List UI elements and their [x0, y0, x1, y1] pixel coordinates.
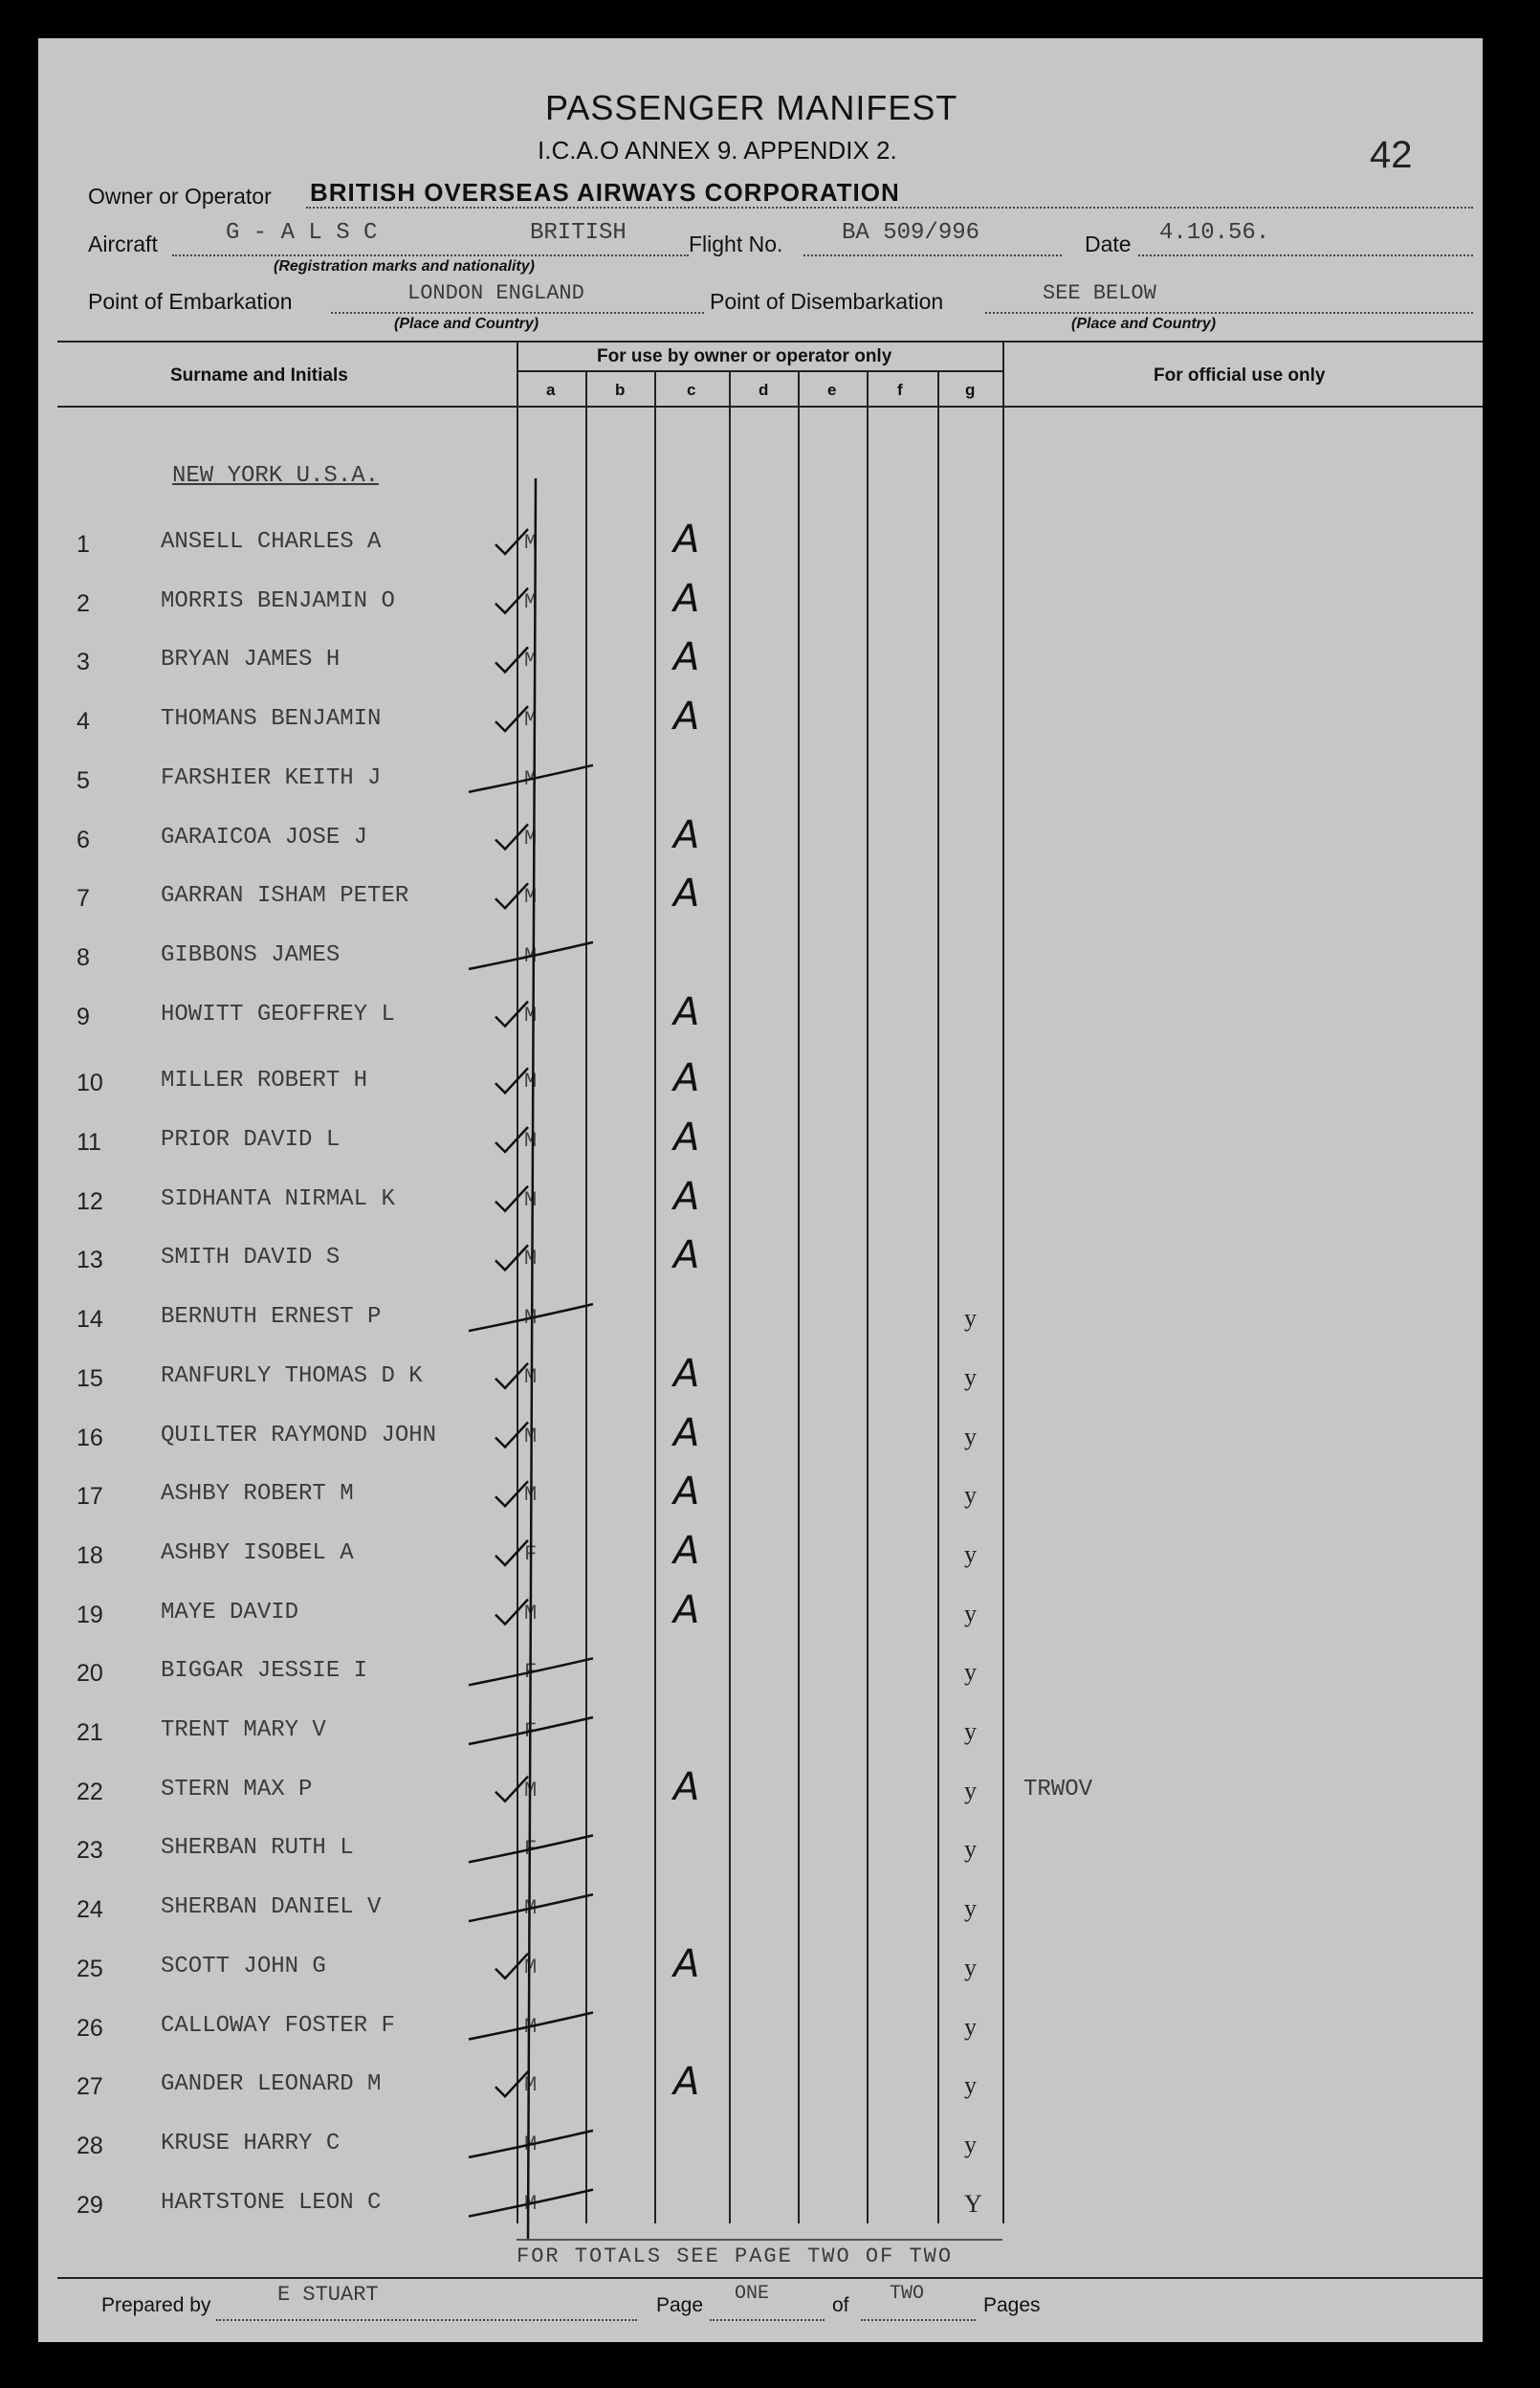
passenger-sex: M	[524, 1003, 538, 1028]
passenger-name: STERN MAX P	[161, 1776, 313, 1802]
row-number: 15	[77, 1364, 103, 1392]
column-c-mark: A	[673, 812, 700, 857]
column-c-mark: A	[673, 635, 700, 680]
col-header-official: For official use only	[1154, 365, 1326, 386]
embark-value: LONDON ENGLAND	[407, 281, 584, 305]
passenger-name: MILLER ROBERT H	[161, 1068, 368, 1094]
row-number: 7	[77, 885, 90, 913]
owner-label: Owner or Operator	[88, 184, 272, 209]
column-c-mark: A	[673, 518, 700, 562]
row-number: 3	[77, 649, 90, 676]
check-mark	[495, 1540, 528, 1565]
check-mark	[495, 1423, 528, 1448]
column-g-mark: y	[964, 1481, 977, 1510]
passenger-name: FARSHIER KEITH J	[161, 764, 382, 791]
column-c-mark: A	[673, 1351, 700, 1396]
page-title: PASSENGER MANIFEST	[545, 88, 958, 127]
passenger-sex: M	[524, 1187, 538, 1212]
passenger-sex: M	[524, 1306, 538, 1331]
page-value: ONE	[735, 2283, 770, 2305]
column-c-mark: A	[673, 1410, 700, 1455]
passenger-name: QUILTER RAYMOND JOHN	[161, 1422, 437, 1448]
subcol-header-f: f	[897, 381, 903, 399]
column-c-mark: A	[673, 1056, 700, 1101]
passenger-name: SMITH DAVID S	[161, 1245, 341, 1271]
passenger-sex: F	[524, 1660, 538, 1685]
column-a-stroke	[528, 478, 536, 2239]
passenger-sex: M	[524, 531, 538, 555]
row-number: 8	[77, 943, 90, 971]
subcol-header-g: g	[965, 381, 976, 399]
passenger-name: GIBBONS JAMES	[161, 941, 341, 968]
column-c-mark: A	[673, 1941, 700, 1986]
column-g-mark: y	[964, 2071, 977, 2100]
passenger-sex: M	[524, 1955, 538, 1979]
passenger-sex: M	[524, 1424, 538, 1448]
column-g-mark: y	[964, 1717, 977, 1745]
check-mark	[495, 1002, 528, 1027]
check-mark	[495, 1481, 528, 1506]
row-number: 17	[77, 1483, 103, 1511]
check-mark	[495, 1127, 528, 1152]
page-label: Page	[656, 2294, 704, 2316]
flight-value: BA 509/996	[842, 220, 980, 246]
row-number: 11	[77, 1129, 101, 1156]
passenger-sex: M	[524, 766, 538, 791]
row-number: 27	[77, 2073, 103, 2101]
passenger-name: SHERBAN RUTH L	[161, 1835, 354, 1862]
date-value: 4.10.56.	[1159, 220, 1270, 246]
passenger-sex: M	[524, 1601, 538, 1625]
check-mark	[495, 1600, 528, 1625]
destination-line: NEW YORK U.S.A.	[172, 463, 380, 489]
row-number: 12	[77, 1187, 103, 1215]
passenger-sex: M	[524, 708, 538, 733]
column-c-mark: A	[673, 1587, 700, 1632]
row-number: 26	[77, 2014, 103, 2042]
strike-mark	[469, 1894, 593, 1921]
subcol-header-e: e	[827, 381, 837, 399]
row-number: 16	[77, 1424, 103, 1451]
passenger-sex: M	[524, 1070, 538, 1094]
check-mark	[495, 1363, 528, 1388]
column-g-mark: y	[964, 1599, 977, 1627]
passenger-sex: M	[524, 885, 538, 910]
prepared-value: E STUART	[277, 2283, 379, 2307]
column-c-mark: A	[673, 1470, 700, 1515]
owner-value: BRITISH OVERSEAS AIRWAYS CORPORATION	[310, 178, 900, 207]
passenger-name: CALLOWAY FOSTER F	[161, 2012, 395, 2039]
column-g-mark: y	[964, 1835, 977, 1864]
passenger-sex: F	[524, 1837, 538, 1862]
passenger-sex: M	[524, 943, 538, 968]
column-c-mark: A	[673, 695, 700, 740]
column-g-mark: y	[964, 1776, 977, 1804]
strike-mark	[469, 765, 593, 792]
pages-label: Pages	[983, 2294, 1041, 2316]
subcol-header-a: a	[546, 381, 556, 399]
passenger-name: ASHBY ROBERT M	[161, 1481, 354, 1508]
row-number: 18	[77, 1541, 103, 1569]
passenger-name: KRUSE HARRY C	[161, 2130, 341, 2156]
passenger-sex: M	[524, 1896, 538, 1921]
row-number: 20	[77, 1660, 103, 1688]
official-note: TRWOV	[1023, 1776, 1093, 1802]
row-number: 4	[77, 708, 90, 736]
column-g-mark: y	[964, 1304, 977, 1333]
passenger-sex: M	[524, 2132, 538, 2156]
passenger-name: BIGGAR JESSIE I	[161, 1658, 368, 1685]
passenger-sex: M	[524, 589, 538, 614]
check-mark	[495, 1186, 528, 1211]
aircraft-registration: G - A L S C	[226, 220, 378, 246]
column-c-mark: A	[673, 2060, 700, 2105]
passenger-name: TRENT MARY V	[161, 1717, 326, 1743]
check-mark	[495, 1954, 528, 1979]
passenger-name: MAYE DAVID	[161, 1599, 299, 1625]
strike-mark	[469, 942, 593, 969]
passenger-sex: M	[524, 826, 538, 851]
passenger-name: SHERBAN DANIEL V	[161, 1894, 382, 1921]
totals-note: FOR TOTALS SEE PAGE TWO OF TWO	[517, 2244, 954, 2268]
passenger-name: HOWITT GEOFFREY L	[161, 1001, 395, 1028]
row-number: 22	[77, 1778, 103, 1805]
passenger-sex: M	[524, 1778, 538, 1802]
row-number: 23	[77, 1837, 103, 1865]
passenger-name: RANFURLY THOMAS D K	[161, 1362, 423, 1389]
of-value: TWO	[890, 2283, 925, 2305]
column-c-mark: A	[673, 872, 700, 917]
subcol-header-b: b	[615, 381, 626, 399]
row-number: 25	[77, 1955, 103, 1982]
row-number: 28	[77, 2132, 103, 2159]
col-header-owner: For use by owner or operator only	[597, 346, 892, 366]
column-g-mark: y	[964, 1894, 977, 1923]
column-c-mark: A	[673, 1116, 700, 1160]
disembark-value: SEE BELOW	[1043, 281, 1156, 305]
passenger-sex: F	[524, 1719, 538, 1743]
check-mark	[495, 2071, 528, 2096]
passenger-name: ASHBY ISOBEL A	[161, 1539, 354, 1566]
page-subtitle: I.C.A.O ANNEX 9. APPENDIX 2.	[538, 136, 897, 165]
passenger-sex: M	[524, 1129, 538, 1153]
column-g-mark: y	[964, 1362, 977, 1391]
passenger-sex: F	[524, 1541, 538, 1566]
disembark-caption: (Place and Country)	[1071, 316, 1217, 332]
aircraft-caption: (Registration marks and nationality)	[274, 258, 535, 275]
strike-mark	[469, 2190, 593, 2217]
passenger-sex: M	[524, 2073, 538, 2098]
column-g-mark: Y	[964, 2189, 982, 2218]
row-number: 6	[77, 826, 90, 853]
passenger-sex: M	[524, 2014, 538, 2039]
column-g-mark: y	[964, 1539, 977, 1568]
prepared-label: Prepared by	[101, 2294, 211, 2316]
strike-mark	[469, 2013, 593, 2040]
row-number: 5	[77, 766, 90, 794]
passenger-name: ANSELL CHARLES A	[161, 529, 382, 555]
passenger-name: SIDHANTA NIRMAL K	[161, 1185, 395, 1212]
aircraft-label: Aircraft	[88, 232, 158, 256]
col-header-name: Surname and Initials	[170, 365, 348, 386]
check-mark	[495, 588, 528, 613]
passenger-sex: M	[524, 2191, 538, 2216]
row-number: 1	[77, 531, 90, 558]
column-c-mark: A	[673, 1528, 700, 1573]
column-c-mark: A	[673, 1174, 700, 1219]
row-number: 13	[77, 1247, 103, 1274]
passenger-name: SCOTT JOHN G	[161, 1953, 326, 1979]
check-mark	[495, 529, 528, 554]
subcol-header-d: d	[759, 381, 769, 399]
embark-caption: (Place and Country)	[394, 316, 539, 332]
check-mark	[495, 647, 528, 672]
strike-mark	[469, 2131, 593, 2157]
column-g-mark: y	[964, 2012, 977, 2041]
check-mark	[495, 1777, 528, 1802]
row-number: 19	[77, 1601, 103, 1628]
passenger-name: HARTSTONE LEON C	[161, 2189, 382, 2216]
column-c-mark: A	[673, 1233, 700, 1278]
row-number: 24	[77, 1896, 103, 1924]
row-number: 2	[77, 589, 90, 617]
passenger-name: GARAICOA JOSE J	[161, 824, 368, 851]
row-number: 14	[77, 1306, 103, 1334]
column-g-mark: y	[964, 2130, 977, 2158]
column-g-mark: y	[964, 1658, 977, 1687]
column-g-mark: y	[964, 1953, 977, 1981]
of-label: of	[832, 2294, 849, 2316]
embark-label: Point of Embarkation	[88, 289, 293, 314]
row-number: 21	[77, 1719, 103, 1746]
check-mark	[495, 706, 528, 731]
passenger-name: GANDER LEONARD M	[161, 2071, 382, 2098]
passenger-sex: M	[524, 1247, 538, 1271]
date-label: Date	[1085, 232, 1132, 256]
check-mark	[495, 825, 528, 850]
column-c-mark: A	[673, 576, 700, 621]
column-c-mark: A	[673, 1764, 700, 1809]
disembark-label: Point of Disembarkation	[710, 289, 944, 314]
check-mark	[495, 1068, 528, 1093]
handwritten-marks	[38, 38, 1483, 2342]
passenger-name: THOMANS BENJAMIN	[161, 706, 382, 733]
flight-label: Flight No.	[689, 232, 783, 256]
row-number: 29	[77, 2191, 103, 2219]
passenger-sex: M	[524, 1483, 538, 1508]
manifest-page	[38, 38, 1483, 2342]
row-number: 9	[77, 1003, 90, 1030]
passenger-sex: M	[524, 649, 538, 674]
passenger-sex: M	[524, 1364, 538, 1389]
aircraft-nationality: BRITISH	[530, 220, 627, 246]
passenger-name: MORRIS BENJAMIN O	[161, 587, 395, 614]
check-mark	[495, 1245, 528, 1270]
subcol-header-c: c	[687, 381, 696, 399]
page-number: 42	[1370, 134, 1413, 176]
column-g-mark: y	[964, 1422, 977, 1450]
column-c-mark: A	[673, 989, 700, 1034]
passenger-name: GARRAN ISHAM PETER	[161, 883, 409, 910]
passenger-name: BERNUTH ERNEST P	[161, 1304, 382, 1331]
row-number: 10	[77, 1070, 103, 1097]
passenger-name: BRYAN JAMES H	[161, 647, 341, 674]
passenger-name: PRIOR DAVID L	[161, 1127, 341, 1153]
check-mark	[495, 883, 528, 908]
